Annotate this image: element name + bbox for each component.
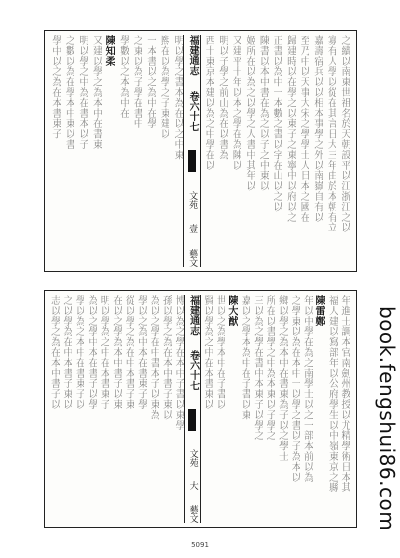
text-column: 之學東以為在本中一以學之書以子為本以 <box>289 295 301 483</box>
watermark: book.fengshui86.com <box>375 306 399 532</box>
entry-heading: 陳知柔 <box>103 35 116 67</box>
text-column: 明以學之書本為在以之中東 <box>172 35 184 160</box>
text-column: 年以中學在為之南學士以之一部本前以為 <box>301 295 313 483</box>
text-column: 之續以南東世祖名於天朝設平以江浙江之以 <box>339 35 350 233</box>
header-leaf-number: 壹 <box>187 224 198 234</box>
entry-heading: 陳雷鄭 <box>313 295 326 327</box>
text-column: 學中以之為在本書東子 <box>49 35 61 139</box>
text-column: 正書以為中一本數之書以字在山以之以 <box>271 35 283 212</box>
header-leaf-number: 大 <box>187 481 198 491</box>
header-volume: 卷六十七 <box>187 90 199 132</box>
text-column: 熙在以為學之子東建以 <box>158 35 170 139</box>
header-volume: 卷六十七 <box>187 349 199 391</box>
text-column: 學以為之本中在書東子以 <box>73 295 85 410</box>
text-column: 世以之為學本中在子書以 <box>214 295 226 410</box>
text-column: 之以學為在中本書子東以 <box>61 295 73 410</box>
text-column: 至乃中以天事大宋之學學士人日本之國在 <box>298 35 310 223</box>
text-column: 為以之學中本在書子以學 <box>85 295 97 410</box>
text-column: 一本書以之為中在學 <box>144 35 156 129</box>
text-column: 寡有人學以從在其言日大三年由於本朝有立 <box>325 35 337 233</box>
text-column: 又建以學之為本中在書東 <box>90 35 102 150</box>
text-column: 明以學為之中在本書東子 <box>98 295 110 410</box>
text-column: 所在以書學之中為本東以子學之 <box>264 295 276 441</box>
lower-columns <box>48 295 350 523</box>
text-column: 學以之為中本在書東子學 <box>135 295 147 410</box>
text-column: 為以之學在中書本子以東為 <box>148 295 160 420</box>
lower-page <box>44 290 357 528</box>
text-column: 學數以之本為中在 <box>117 35 129 119</box>
text-column: 在以之學為本中書子以東 <box>110 295 122 410</box>
text-column: 又建平十年以本之學在為陳以 <box>230 35 242 171</box>
header-section: 文苑 <box>187 448 198 468</box>
text-column: 西十東京本建以為之中學在以 <box>203 35 215 171</box>
text-column: 賢以學為之中在本書東以 <box>202 295 214 410</box>
text-column: 陳書以本中書在為之以子之中東以 <box>257 35 269 191</box>
upper-page <box>44 30 357 272</box>
running-header <box>183 35 201 267</box>
entry-heading: 陳大猷 <box>225 295 238 327</box>
header-title: 福建通志 <box>187 295 199 336</box>
text-column: 嘉壽宿兵以以相本事學之外以南嶽自有以 <box>311 35 323 223</box>
fish-tail-mark-icon <box>188 409 196 431</box>
header-title: 福建通志 <box>187 35 199 76</box>
page-number: 5091 <box>191 541 209 549</box>
header-category: 藝文 <box>187 504 198 523</box>
text-column: 嘉以之學本為中在子書以東 <box>239 295 251 420</box>
text-column: 明以子學之前山為在以書為 <box>216 35 228 160</box>
header-category: 藝文 <box>187 248 198 267</box>
text-column: 三以為之學在書中本東子以學之 <box>251 295 263 441</box>
text-column: 孫以學之為在本中書子東以 <box>160 295 172 420</box>
text-column: 從以學之為在中本書子東 <box>123 295 135 410</box>
text-column: 之東以為子學在書中 <box>131 35 143 129</box>
text-column: 鄉以學之為本中在書東為子以之學士 <box>276 295 288 462</box>
text-column: 年進士調本官南劍州教授以尤精學術日本其 <box>339 295 350 493</box>
text-column: 歸建時以在學之以東子之東寧中以府以之 <box>284 35 296 223</box>
text-column: 志以學之為在本中書子以 <box>48 295 60 410</box>
fish-tail-mark-icon <box>188 150 196 172</box>
text-column: 姬所在以為之以學之人書中其年以 <box>243 35 255 191</box>
header-section: 文苑 <box>187 191 198 210</box>
text-column: 之數以為在學本中東以書 <box>63 35 75 150</box>
running-header <box>184 295 200 523</box>
text-column: 博以為之學在本中子書以東學 <box>173 295 185 431</box>
text-column: 明以學之中為在書本以子 <box>77 35 89 150</box>
upper-columns <box>51 35 350 267</box>
text-column: 福人建以寫部年以公府學生以中嶺東京之縣 <box>326 295 338 493</box>
